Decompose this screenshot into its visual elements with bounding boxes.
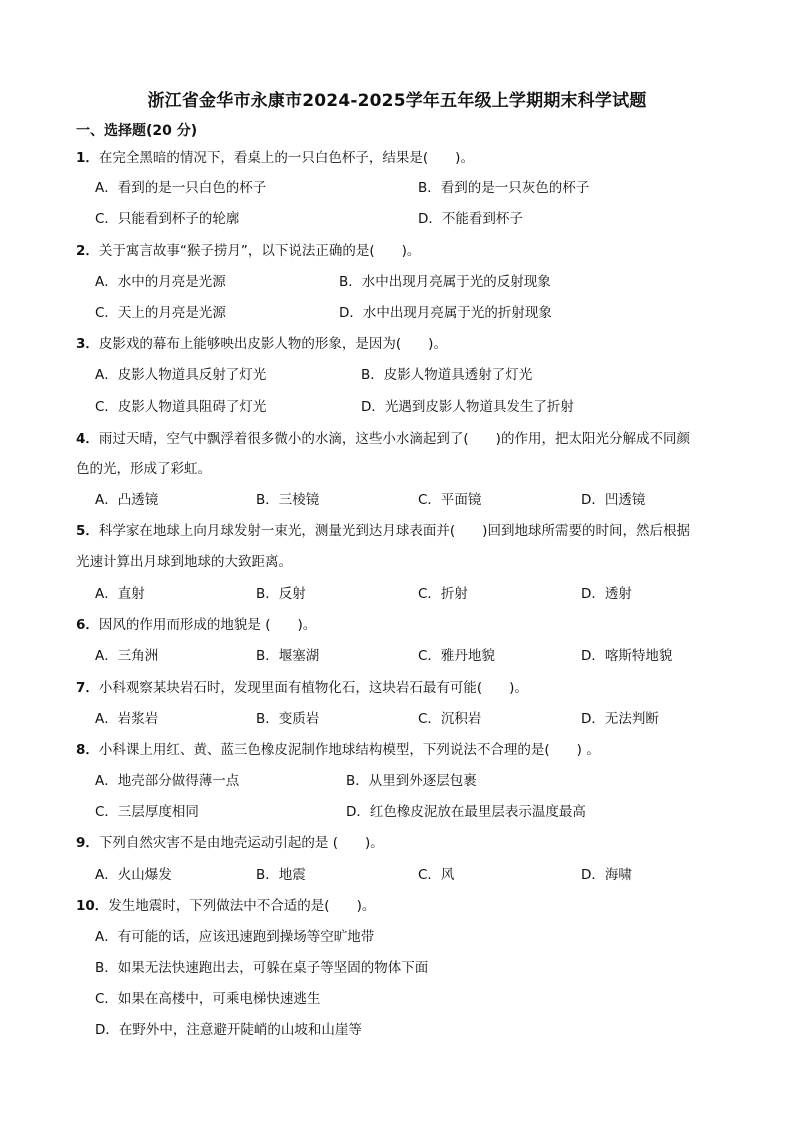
option-d: D．海啸 xyxy=(581,867,632,883)
question-number: 6． xyxy=(76,617,99,633)
question-5 xyxy=(76,519,690,539)
option-b: B．三棱镜 xyxy=(256,492,320,508)
question-number: 2． xyxy=(76,243,99,259)
question-8 xyxy=(76,738,600,758)
question-number: 8． xyxy=(76,742,99,758)
question-text: 雨过天晴，空气中飘浮着很多微小的水滴，这些小水滴起到了( )的作用，把太阳光分解成不同颜 xyxy=(98,431,690,447)
exam-title: 浙江省金华市永康市2024-2025学年五年级上学期期末科学试题 xyxy=(147,91,647,111)
option-c: C．只能看到杯子的轮廓 xyxy=(95,211,240,227)
question-1 xyxy=(76,146,474,166)
question-number: 7． xyxy=(76,680,99,696)
question-number: 9． xyxy=(76,835,99,851)
option-c: C．如果在高楼中，可乘电梯快速逃生 xyxy=(95,991,321,1007)
option-b: B．看到的是一只灰色的杯子 xyxy=(418,180,590,196)
option-a: A．三角洲 xyxy=(95,648,159,664)
option-b: B．变质岩 xyxy=(256,711,320,727)
question-number: 3． xyxy=(76,336,99,352)
question-text: 在完全黑暗的情况下，看桌上的一只白色杯子，结果是( )。 xyxy=(98,150,474,166)
question-number: 5． xyxy=(76,523,99,539)
option-b: B．从里到外逐层包裹 xyxy=(346,773,477,789)
option-d: D．凹透镜 xyxy=(581,492,646,508)
option-a: A．皮影人物道具反射了灯光 xyxy=(95,367,267,383)
option-b: B．地震 xyxy=(256,867,306,883)
question-2 xyxy=(76,239,420,259)
question-text: 科学家在地球上向月球发射一束光，测量光到达月球表面并( )回到地球所需要的时间，然后根据 xyxy=(98,523,690,539)
question-9 xyxy=(76,831,384,851)
option-b: B．皮影人物道具透射了灯光 xyxy=(361,367,533,383)
question-text: 小科课上用红、黄、蓝三色橡皮泥制作地球结构模型，下列说法不合理的是( ) 。 xyxy=(98,742,600,758)
section-heading: 一、选择题(20 分) xyxy=(76,123,198,139)
option-c: C．平面镜 xyxy=(418,492,482,508)
option-b: B．堰塞湖 xyxy=(256,648,320,664)
question-number: 10． xyxy=(76,898,109,914)
option-d: D．光遇到皮影人物道具发生了折射 xyxy=(361,399,574,415)
question-text: 因风的作用而形成的地貌是 ( )。 xyxy=(98,617,317,633)
option-a: A．岩浆岩 xyxy=(95,711,159,727)
option-b: B．如果无法快速跑出去，可躲在桌子等坚固的物体下面 xyxy=(95,960,429,976)
question-number: 1． xyxy=(76,150,99,166)
question-6 xyxy=(76,613,316,633)
question-3 xyxy=(76,332,447,352)
question-5-continued: 光速计算出月球到地球的大致距离。 xyxy=(76,554,292,570)
option-d: D．喀斯特地貌 xyxy=(581,648,673,664)
option-a: A．凸透镜 xyxy=(95,492,159,508)
option-a: A．地壳部分做得薄一点 xyxy=(95,773,240,789)
option-a: A．水中的月亮是光源 xyxy=(95,274,226,290)
option-d: D．红色橡皮泥放在最里层表示温度最高 xyxy=(346,804,586,820)
option-c: C．折射 xyxy=(418,586,468,602)
option-d: D．不能看到杯子 xyxy=(418,211,523,227)
option-d: D．透射 xyxy=(581,586,632,602)
question-10 xyxy=(76,894,375,914)
option-c: C．天上的月亮是光源 xyxy=(95,305,226,321)
question-4-continued: 色的光，形成了彩虹。 xyxy=(76,461,211,477)
option-c: C．风 xyxy=(418,867,455,883)
question-7 xyxy=(76,676,528,696)
option-c: C．雅丹地貌 xyxy=(418,648,495,664)
option-a: A．看到的是一只白色的杯子 xyxy=(95,180,267,196)
option-c: C．沉积岩 xyxy=(418,711,482,727)
question-text: 关于寓言故事“猴子捞月”，以下说法正确的是( )。 xyxy=(98,243,421,259)
question-text: 皮影戏的幕布上能够映出皮影人物的形象，是因为( )。 xyxy=(98,336,447,352)
question-text: 小科观察某块岩石时，发现里面有植物化石，这块岩石最有可能( )。 xyxy=(98,680,528,696)
option-d: D．无法判断 xyxy=(581,711,659,727)
question-number: 4． xyxy=(76,431,99,447)
option-d: D．水中出现月亮属于光的折射现象 xyxy=(339,305,552,321)
option-c: C．三层厚度相同 xyxy=(95,804,199,820)
question-text: 发生地震时，下列做法中不合适的是( )。 xyxy=(108,898,376,914)
question-4 xyxy=(76,427,690,447)
option-d: D．在野外中，注意避开陡峭的山坡和山崖等 xyxy=(95,1022,362,1038)
option-a: A．有可能的话，应该迅速跑到操场等空旷地带 xyxy=(95,929,375,945)
question-text: 下列自然灾害不是由地壳运动引起的是 ( )。 xyxy=(98,835,384,851)
option-b: B．水中出现月亮属于光的反射现象 xyxy=(339,274,551,290)
option-a: A．直射 xyxy=(95,586,145,602)
option-a: A．火山爆发 xyxy=(95,867,172,883)
option-b: B．反射 xyxy=(256,586,306,602)
option-c: C．皮影人物道具阻碍了灯光 xyxy=(95,399,267,415)
